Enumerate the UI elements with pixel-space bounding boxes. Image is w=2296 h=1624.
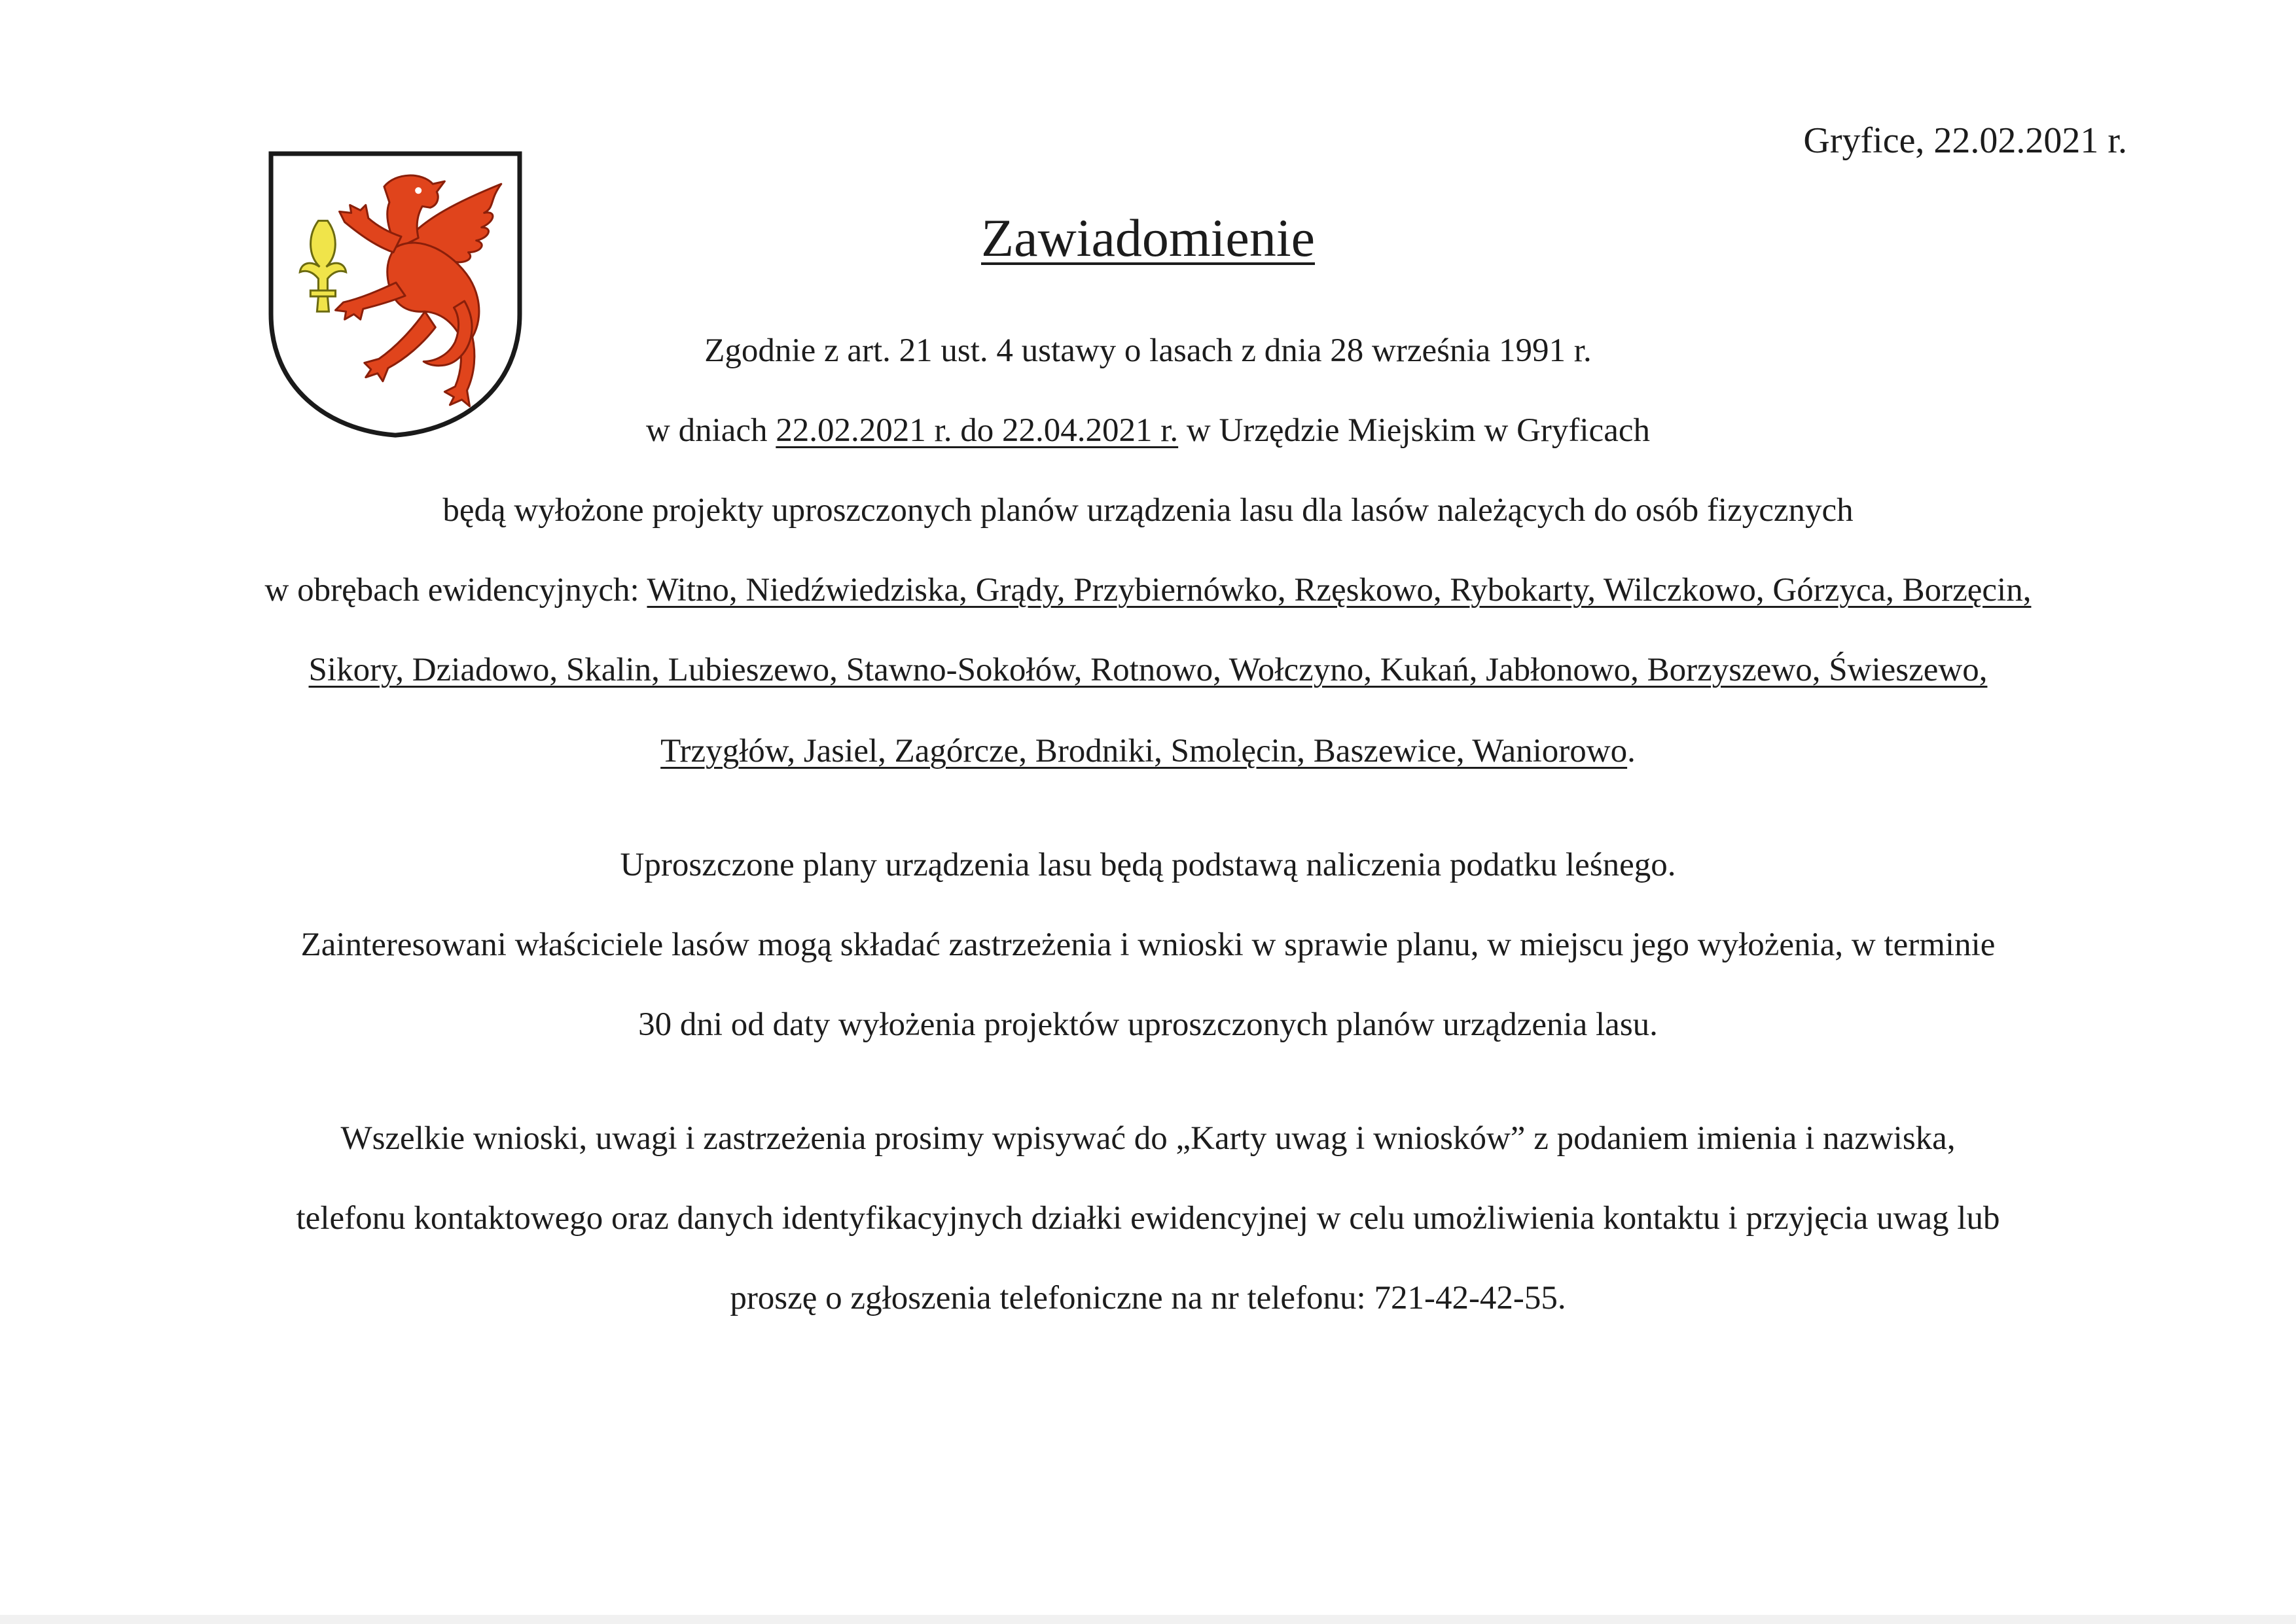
dates-line <box>0 410 2296 451</box>
precincts-list-2: Sikory, Dziadowo, Skalin, Lubieszewo, Stawno-Sokołów, Rotnowo, Wołczyno, Kukań, Jabłonowo, Borzyszewo, Świeszewo, <box>308 652 1988 688</box>
griffin-coat-of-arms-icon <box>267 149 524 440</box>
precincts-end: . <box>1627 733 1636 769</box>
contact-data-line: telefonu kontaktowego oraz danych identyfikacyjnych działki ewidencyjnej w celu umożliwienia kontaktu i przyjęcia uwag lub <box>296 1200 2000 1237</box>
scan-edge <box>0 1615 2296 1624</box>
precincts-list-1: Witno, Niedźwiedziska, Grądy, Przybiernówko, Rzęskowo, Rybokarty, Wilczkowo, Górzyca, Borzęcin, <box>647 572 2032 609</box>
projects-line: będą wyłożone projekty uproszczonych planów urządzenia lasu dla lasów należących do osób fizycznych <box>442 492 1854 529</box>
dates-suffix: w Urzędzie Miejskim w Gryficach <box>1178 412 1650 449</box>
objections-line: Zainteresowani właściciele lasów mogą składać zastrzeżenia i wnioski w sprawie planu, w miejscu jego wyłożenia, w terminie <box>300 927 1996 963</box>
exhibition-dates: 22.02.2021 r. do 22.04.2021 r. <box>776 412 1179 449</box>
precincts-line-2 <box>0 649 2296 691</box>
precincts-prefix: w obrębach ewidencyjnych: <box>264 572 647 609</box>
deadline-line: 30 dni od daty wyłożenia projektów uproszczonych planów urządzenia lasu. <box>638 1006 1658 1043</box>
place-date: Gryfice, 22.02.2021 r. <box>1803 120 2127 161</box>
page-title: Zawiadomienie <box>980 208 1316 268</box>
dates-prefix: w dniach <box>646 412 776 449</box>
precincts-line-1 <box>0 569 2296 611</box>
legal-basis-line: Zgodnie z art. 21 ust. 4 ustawy o lasach z dnia 28 września 1991 r. <box>704 332 1592 369</box>
precincts-list-3: Trzygłów, Jasiel, Zagórcze, Brodniki, Smolęcin, Baszewice, Waniorowo <box>660 733 1628 769</box>
tax-basis-line: Uproszczone plany urządzenia lasu będą podstawą naliczenia podatku leśnego. <box>620 847 1676 883</box>
precincts-line-3 <box>0 730 2296 772</box>
phone-line: proszę o zgłoszenia telefoniczne na nr telefonu: 721-42-42-55. <box>730 1280 1566 1316</box>
remarks-line: Wszelkie wnioski, uwagi i zastrzeżenia prosimy wpisywać do „Karty uwag i wniosków” z podaniem imienia i nazwiska, <box>340 1120 1956 1157</box>
